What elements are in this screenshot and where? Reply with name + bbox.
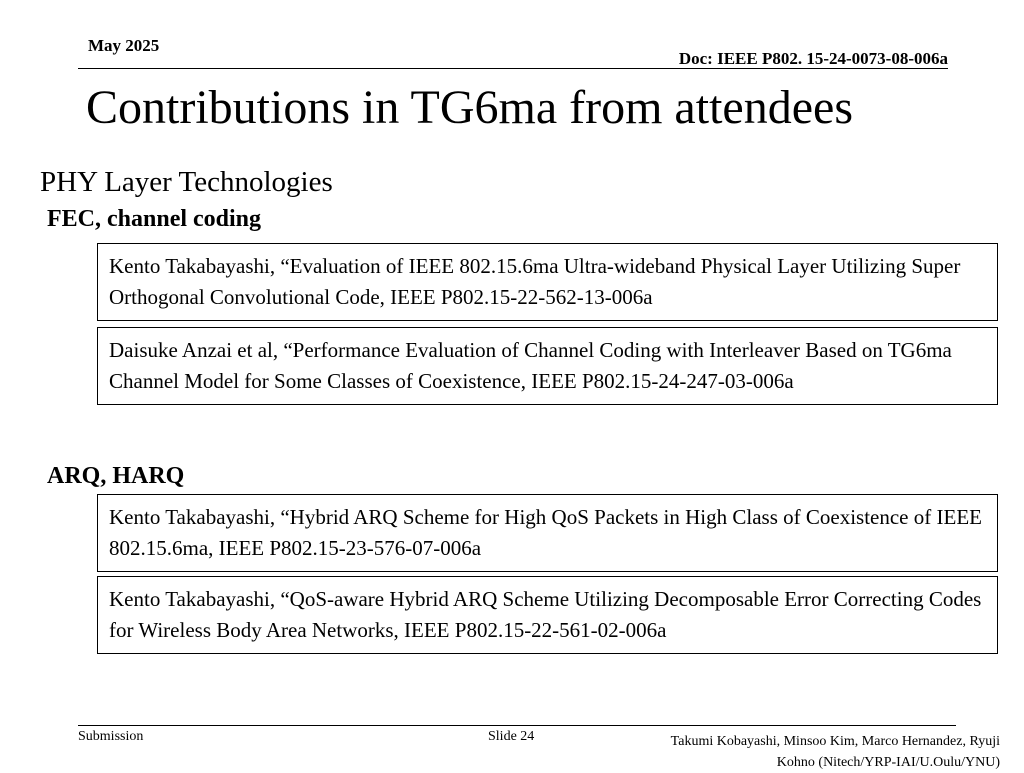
reference-box: Kento Takabayashi, “Hybrid ARQ Scheme for High QoS Packets in High Class of Coexistence of IEEE 802.15.6ma, IEEE P802.15-23-576-07-006a xyxy=(97,494,998,572)
footer-slide-number: Slide 24 xyxy=(488,729,535,744)
header-divider xyxy=(78,68,948,69)
header-doc-id: Doc: IEEE P802. 15-24-0073-08-006a xyxy=(678,49,948,68)
footer-submission: Submission xyxy=(78,729,144,744)
slide-title: Contributions in TG6ma from attendees xyxy=(86,81,853,134)
footer-authors xyxy=(580,731,1000,773)
reference-box: Kento Takabayashi, “QoS-aware Hybrid ARQ Scheme Utilizing Decomposable Error Correcting Codes for Wireless Body Area Networks, IEEE P802.15-22-561-02-006a xyxy=(97,576,998,654)
subsection-heading-arq: ARQ, HARQ xyxy=(47,463,185,489)
reference-box: Daisuke Anzai et al, “Performance Evaluation of Channel Coding with Interleaver Based on TG6ma Channel Model for Some Classes of Coexistence, IEEE P802.15-24-247-03-006a xyxy=(97,327,998,405)
section-heading: PHY Layer Technologies xyxy=(40,166,333,198)
subsection-heading-fec: FEC, channel coding xyxy=(47,206,262,232)
footer-authors-line2: Kohno (Nitech/YRP-IAI/U.Oulu/YNU) xyxy=(776,755,1000,770)
footer-authors-line1: Takumi Kobayashi, Minsoo Kim, Marco Hernandez, Ryuji xyxy=(670,734,1000,749)
header-date: May 2025 xyxy=(88,36,160,55)
reference-box: Kento Takabayashi, “Evaluation of IEEE 802.15.6ma Ultra-wideband Physical Layer Utilizing Super Orthogonal Convolutional Code, IEEE P802.15-22-562-13-006a xyxy=(97,243,998,321)
footer-divider xyxy=(78,725,956,726)
